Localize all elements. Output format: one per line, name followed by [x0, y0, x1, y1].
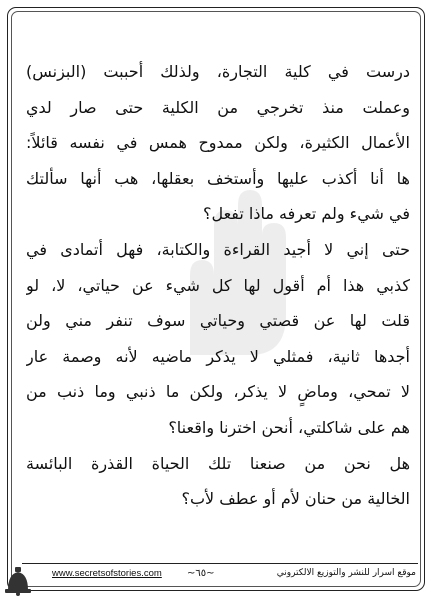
text-line: أجدها ثانية، فمثلي لا يذكر ماضيه لأنه وصمة عار	[26, 346, 410, 366]
text-line: وعملت منذ تخرجي من الكلية حتى صار لدي	[26, 97, 410, 117]
text-line: لا تمحي، وماضٍ لا يذكر، ولكن ما ذنبي وما ذنب من	[26, 382, 410, 402]
bell-logo-icon	[2, 566, 34, 596]
text-line: ها أنا أكذب عليها وأستخف بعقلها، هب أنها سألتك	[26, 168, 410, 188]
text-line: حتى إني لا أجيد القراءة والكتابة، فهل أتمادى في	[26, 239, 410, 259]
text-line: في شيء ولم تعرفه ماذا تفعل؟	[202, 204, 410, 224]
body-text	[26, 54, 410, 517]
text-line: الخالية من حنان لأم أو عطف لأب؟	[181, 489, 410, 509]
website-link[interactable]: www.secretsofstories.com	[52, 568, 162, 579]
text-line: كذبي هذا أم أقول لها كل شيء عن حياتي، لا، لو	[26, 275, 410, 295]
text-line: هم على شاكلتي، أنحن اخترنا واقعنا؟	[168, 417, 410, 437]
text-line: درست في كلية التجارة، ولذلك أحببت (البزنس)	[26, 62, 410, 81]
footer-divider	[22, 563, 418, 564]
text-line: الأعمال الكثيرة، ولكن ممدوح همس في نفسه قائلاً:	[26, 133, 410, 153]
publisher-name: موقع اسرار للنشر والتوزيع الالكتروني	[276, 568, 416, 578]
text-line: قلت لها عن قصتي وحياتي سوف تنفر مني ولن	[26, 311, 410, 331]
page-number: ~٦٥~	[187, 568, 215, 579]
text-line: هل نحن من صنعنا تلك الحياة القذرة البائسة	[26, 453, 410, 473]
